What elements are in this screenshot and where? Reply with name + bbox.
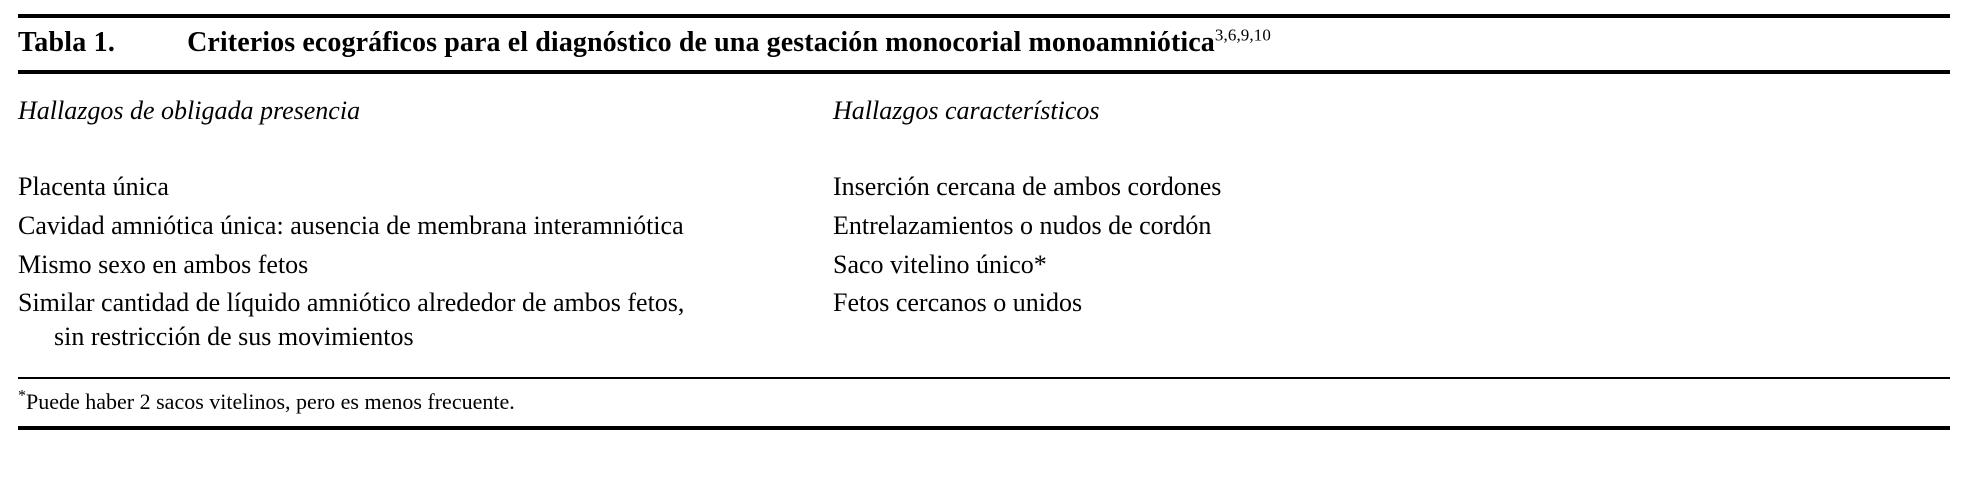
list-item-line-2: sin restricción de sus movimientos [54, 322, 414, 352]
list-characteristic-findings [833, 170, 1950, 325]
column-header-characteristic: Hallazgos característicos [833, 96, 1100, 125]
list-item: Saco vitelino único* [833, 249, 1047, 279]
table-number-label: Tabla 1. [18, 27, 116, 58]
table-footnote [18, 379, 1950, 426]
list-required-findings [18, 170, 833, 359]
column-required-findings [18, 96, 833, 359]
list-item: Entrelazamientos o nudos de cordón [833, 210, 1212, 240]
table-caption [18, 18, 1950, 70]
list-item: Cavidad amniótica única: ausencia de membrana interamniótica [18, 210, 684, 240]
list-item-line-1: Similar cantidad de líquido amniótico alrededor de ambos fetos, [18, 288, 685, 318]
table-title [187, 27, 1271, 59]
list-item: Mismo sexo en ambos fetos [18, 249, 309, 279]
column-characteristic-findings [833, 96, 1950, 325]
footnote-marker: * [18, 387, 26, 405]
list-item: Fetos cercanos o unidos [833, 288, 1083, 318]
table-columns [18, 96, 1950, 359]
table-body [18, 74, 1950, 377]
list-item: Inserción cercana de ambos cordones [833, 172, 1222, 201]
table-container [0, 14, 1968, 430]
table-title-references: 3,6,9,10 [1214, 25, 1271, 45]
footnote-text: Puede haber 2 sacos vitelinos, pero es menos frecuente. [26, 388, 515, 414]
list-item: Placenta única [18, 172, 169, 201]
table-bottom-rule [18, 426, 1950, 430]
column-header-required: Hallazgos de obligada presencia [18, 96, 361, 125]
list-item [18, 286, 833, 359]
table-title-text: Criterios ecográficos para el diagnóstico de una gestación monocorial monoamniótica [187, 27, 1215, 58]
